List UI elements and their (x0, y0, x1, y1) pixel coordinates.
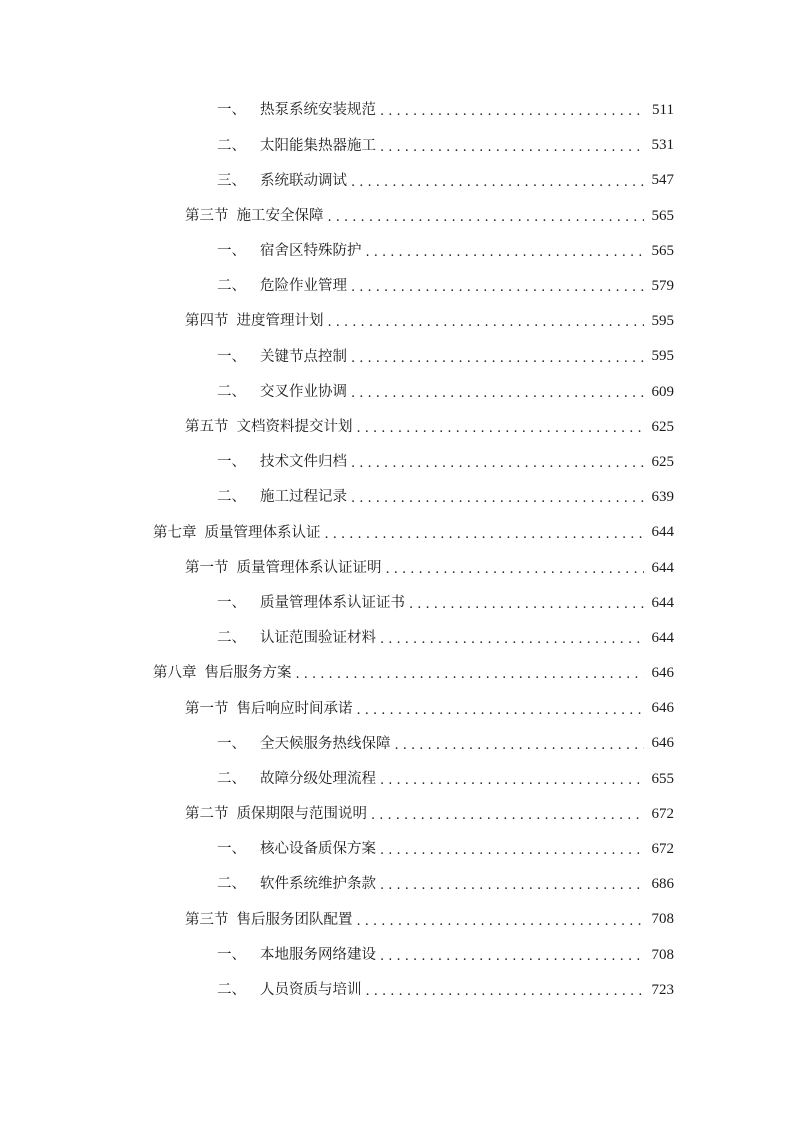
toc-entry-number: 二、 (217, 630, 246, 647)
toc-entry-title: 危险作业管理 (260, 278, 347, 295)
toc-entry-number: 二、 (217, 383, 246, 400)
toc-entry-title: 人员资质与培训 (260, 982, 362, 999)
toc-entry[interactable] (0, 515, 793, 550)
toc-entry-page-number: 644 (651, 559, 674, 576)
toc-entry-title: 技术文件归档 (260, 454, 347, 471)
toc-entry-page-number: 686 (651, 876, 674, 893)
toc-entry-title: 全天候服务热线保障 (260, 735, 391, 752)
toc-entry[interactable] (0, 938, 793, 973)
toc-entry-number: 二、 (217, 489, 246, 506)
toc-entry[interactable] (0, 973, 793, 1008)
toc-entry-number: 一、 (217, 841, 246, 858)
dot-leader (357, 703, 645, 718)
toc-entry-number: 三、 (217, 172, 246, 189)
toc-entry-page-number: 723 (651, 981, 674, 998)
toc-entry-page-number: 646 (651, 700, 674, 717)
toc-entry-number: 二、 (217, 982, 246, 999)
toc-entry-title: 太阳能集热器施工 (260, 137, 376, 154)
toc-entry-title: 售后响应时间承诺 (236, 700, 353, 717)
toc-entry-page-number: 531 (651, 137, 674, 154)
toc-entry-page-number: 595 (651, 313, 674, 330)
toc-entry-number: 一、 (217, 946, 246, 963)
toc-entry[interactable] (0, 480, 793, 515)
toc-entry-number: 第三节 (185, 207, 229, 224)
toc-entry[interactable] (0, 234, 793, 269)
toc-entry-page-number: 511 (652, 102, 674, 119)
toc-entry[interactable] (0, 375, 793, 410)
toc-entry[interactable] (0, 339, 793, 374)
toc-entry[interactable] (0, 621, 793, 656)
dot-leader (395, 738, 645, 753)
dot-leader (357, 421, 645, 436)
dot-leader (296, 667, 645, 682)
toc-entry-number: 第八章 (153, 665, 197, 682)
toc-entry-page-number: 708 (651, 946, 674, 963)
toc-entry[interactable] (0, 586, 793, 621)
dot-leader (380, 843, 644, 858)
toc-entry-number: 一、 (217, 735, 246, 752)
dot-leader (386, 562, 645, 577)
toc-entry[interactable] (0, 163, 793, 198)
dot-leader (380, 140, 644, 155)
toc-entry-number: 第五节 (185, 419, 229, 436)
toc-entry-number: 一、 (217, 594, 246, 611)
toc-entry[interactable] (0, 867, 793, 902)
dot-leader (380, 632, 644, 647)
toc-entry[interactable] (0, 832, 793, 867)
toc-entry-page-number: 672 (651, 841, 674, 858)
dot-leader (351, 386, 644, 401)
dot-leader (328, 315, 645, 330)
dot-leader (351, 175, 644, 190)
toc-entry[interactable] (0, 762, 793, 797)
toc-entry-page-number: 646 (651, 735, 674, 752)
toc-entry-number: 二、 (217, 876, 246, 893)
toc-entry-title: 质保期限与范围说明 (236, 806, 367, 823)
toc-entry[interactable] (0, 199, 793, 234)
toc-entry-page-number: 625 (651, 418, 674, 435)
toc-entry-number: 一、 (217, 454, 246, 471)
toc-entry-title: 交叉作业协调 (260, 383, 347, 400)
toc-entry-page-number: 672 (651, 805, 674, 822)
dot-leader (380, 773, 644, 788)
toc-entry-title: 质量管理体系认证证书 (260, 594, 405, 611)
toc-entry[interactable] (0, 691, 793, 726)
toc-entry-title: 施工安全保障 (236, 207, 324, 224)
toc-entry-page-number: 625 (651, 453, 674, 470)
dot-leader (366, 984, 645, 999)
toc-entry-title: 质量管理体系认证 (204, 524, 321, 541)
toc-entry-title: 施工过程记录 (260, 489, 347, 506)
dot-leader (325, 527, 645, 542)
toc-entry-title: 软件系统维护条款 (260, 876, 376, 893)
toc-entry-number: 二、 (217, 278, 246, 295)
toc-entry[interactable] (0, 445, 793, 480)
toc-entry-number: 第一节 (185, 559, 229, 576)
toc-entry-title: 质量管理体系认证证明 (236, 559, 382, 576)
toc-entry-page-number: 644 (651, 629, 674, 646)
toc-entry[interactable] (0, 128, 793, 163)
toc-entry-page-number: 565 (651, 207, 674, 224)
dot-leader (409, 597, 644, 612)
dot-leader (351, 280, 644, 295)
toc-entry-number: 第二节 (185, 806, 229, 823)
toc-entry[interactable] (0, 726, 793, 761)
dot-leader (328, 210, 645, 225)
toc-entry-page-number: 609 (651, 383, 674, 400)
toc-entry-title: 售后服务方案 (204, 665, 292, 682)
dot-leader (380, 878, 644, 893)
dot-leader (351, 351, 644, 366)
dot-leader (351, 491, 644, 506)
toc-entry[interactable] (0, 902, 793, 937)
toc-entry-title: 关键节点控制 (260, 348, 347, 365)
toc-entry[interactable] (0, 304, 793, 339)
toc-entry-number: 一、 (217, 102, 246, 119)
toc-entry-page-number: 579 (651, 278, 674, 295)
toc-entry-page-number: 565 (651, 242, 674, 259)
toc-entry-number: 第四节 (185, 313, 229, 330)
toc-entry[interactable] (0, 93, 793, 128)
toc-entry-page-number: 646 (651, 665, 674, 682)
toc-entry-title: 热泵系统安装规范 (260, 102, 376, 119)
toc-entry-page-number: 595 (651, 348, 674, 365)
toc-entry-page-number: 639 (651, 489, 674, 506)
toc-entry-page-number: 644 (651, 594, 674, 611)
toc-entry-page-number: 644 (651, 524, 674, 541)
dot-leader (380, 104, 644, 119)
toc-entry-title: 核心设备质保方案 (260, 841, 376, 858)
toc-entry-title: 系统联动调试 (260, 172, 347, 189)
toc-entry-title: 认证范围验证材料 (260, 630, 376, 647)
toc-entry-number: 一、 (217, 243, 246, 260)
toc-entry-number: 第七章 (153, 524, 197, 541)
toc-entry-number: 二、 (217, 770, 246, 787)
dot-leader (371, 808, 644, 823)
toc-entry-page-number: 547 (651, 172, 674, 189)
toc-entry[interactable] (0, 410, 793, 445)
toc-entry-page-number: 708 (651, 911, 674, 928)
toc-entry-number: 二、 (217, 137, 246, 154)
toc-entry[interactable] (0, 550, 793, 585)
toc-entry-title: 故障分级处理流程 (260, 770, 376, 787)
toc-entry-title: 进度管理计划 (236, 313, 324, 330)
dot-leader (366, 245, 645, 260)
table-of-contents (0, 93, 793, 1008)
toc-entry-page-number: 655 (651, 770, 674, 787)
dot-leader (357, 914, 645, 929)
toc-entry-title: 售后服务团队配置 (236, 911, 353, 928)
toc-entry-number: 第一节 (185, 700, 229, 717)
dot-leader (351, 456, 644, 471)
toc-entry[interactable] (0, 656, 793, 691)
toc-entry[interactable] (0, 797, 793, 832)
toc-entry[interactable] (0, 269, 793, 304)
toc-entry-title: 宿舍区特殊防护 (260, 243, 362, 260)
toc-entry-title: 文档资料提交计划 (236, 419, 353, 436)
toc-entry-title: 本地服务网络建设 (260, 946, 376, 963)
toc-entry-number: 一、 (217, 348, 246, 365)
toc-entry-number: 第三节 (185, 911, 229, 928)
dot-leader (380, 949, 644, 964)
